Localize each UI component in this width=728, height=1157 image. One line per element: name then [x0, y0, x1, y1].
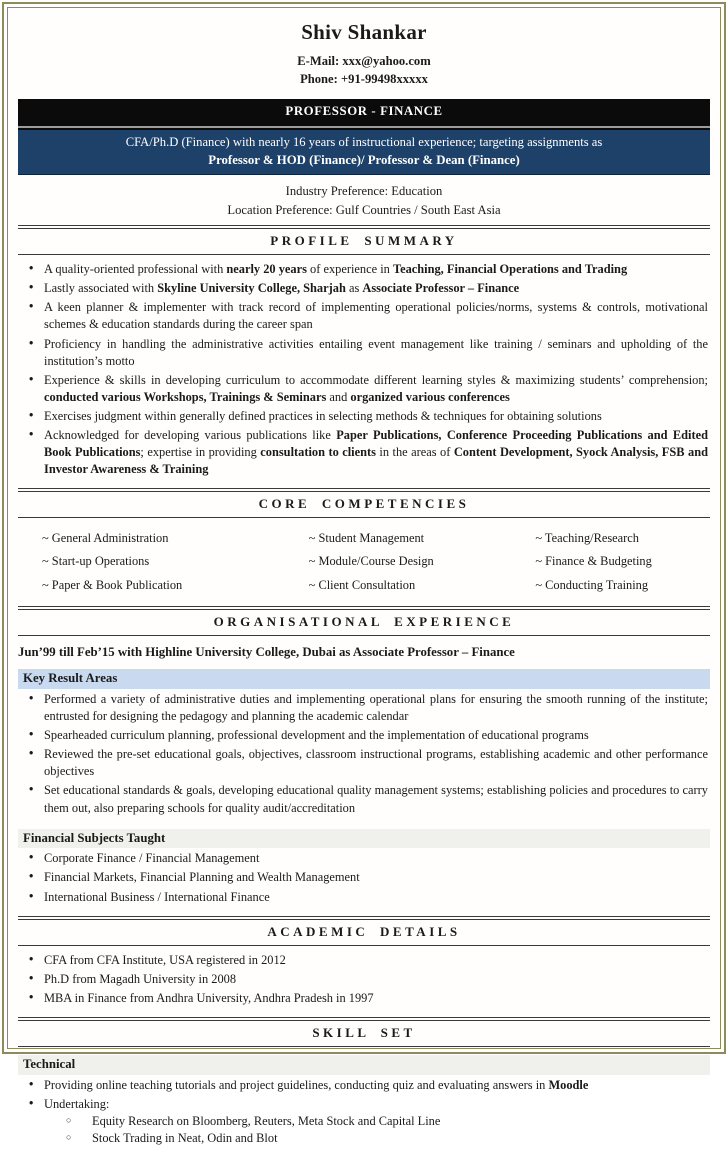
bullet-item: • Exercises judgment within generally defined practices in selecting methods & techniques for obtaining solutions [18, 408, 710, 425]
key-result-areas-list [18, 691, 710, 817]
profile-summary-list [18, 261, 710, 478]
bullet-item: • Spearheaded curriculum planning, professional development and the implementation of educational programs [18, 727, 710, 744]
bullet-item: • Reviewed the pre-set educational goals, objectives, classroom instructional programs, establishing academic and other performance objectives [18, 746, 710, 780]
target-line-1: CFA/Ph.D (Finance) with nearly 16 years of instructional experience; targeting assignments as [125, 135, 603, 150]
bullet-item: • Lastly associated with Skyline University College, Sharjah as Associate Professor – Finance [18, 280, 710, 297]
organisational-experience-section [18, 636, 710, 917]
technical-heading: Technical [18, 1055, 710, 1075]
profile-summary-section [18, 255, 710, 489]
section-heading-core-competencies: CORE COMPETENCIES [18, 491, 710, 518]
bullet-item: • International Business / International Finance [18, 889, 710, 906]
technical-skills-list [18, 1077, 710, 1147]
header-section [18, 18, 710, 226]
bullet-item: • Set educational standards & goals, developing educational quality management systems; establishing policies and procedures to carry them out, also preparing schools for quality audit/accreditation [18, 782, 710, 816]
bullet-item: • CFA from CFA Institute, USA registered in 2012 [18, 952, 710, 969]
academic-details-section [18, 946, 710, 1018]
bullet-item: • Acknowledged for developing various publications like Paper Publications, Conference Proceeding Publications and Edited Book Publications; expertise in providing consultation to clients in the areas of Content Development, Syock Analysis, FSB and Investor Awareness & Training [18, 427, 710, 478]
key-result-areas-heading: Key Result Areas [18, 669, 710, 689]
competency-column [249, 530, 480, 593]
bullet-item: • Performed a variety of administrative duties and implementing operational plans for ensuring the smooth running of the institute; entrusted for designing the pedagogy and planning the academic calendar [18, 691, 710, 725]
bullet-item: • Experience & skills in developing curriculum to accommodate different learning styles & maximizing students’ comprehension; conducted various Workshops, Trainings & Seminars and organized various conferences [18, 372, 710, 406]
bullet-item: • MBA in Finance from Andhra University, Andhra Pradesh in 1997 [18, 990, 710, 1007]
email-line: E-Mail: xxx@yahoo.com [297, 53, 431, 68]
competency-column [479, 530, 710, 593]
competency-item: ~ Start-up Operations [42, 554, 150, 569]
section-heading-academic-details: ACADEMIC DETAILS [18, 919, 710, 946]
core-competencies-section [18, 518, 710, 606]
target-banner [18, 130, 710, 175]
bullet-item: • Corporate Finance / Financial Management [18, 850, 710, 867]
sub-bullet-item: ○ Stock Trading in Neat, Odin and Blot [44, 1130, 708, 1147]
competency-item: ~ Conducting Training [535, 577, 649, 592]
resume-content [9, 9, 719, 1145]
competencies-grid [18, 524, 710, 597]
separator-silver-line [18, 126, 710, 128]
skill-set-section [18, 1047, 710, 1157]
industry-preference: Industry Preference: Education [285, 184, 443, 199]
competency-item: ~ Student Management [308, 531, 425, 546]
competency-item: ~ Paper & Book Publication [42, 577, 183, 592]
bullet-item: • A quality-oriented professional with nearly 20 years of experience in Teaching, Financial Operations and Trading [18, 261, 710, 278]
section-heading-organisational-experience: ORGANISATIONAL EXPERIENCE [18, 609, 710, 636]
tenure-line: Jun’99 till Feb’15 with Highline University College, Dubai as Associate Professor – Finance [18, 644, 515, 659]
bullet-item: • Ph.D from Magadh University in 2008 [18, 971, 710, 988]
sub-bullet-list [44, 1113, 708, 1147]
subjects-taught-list [18, 850, 710, 905]
competency-item: ~ Module/Course Design [308, 554, 434, 569]
competency-item: ~ Client Consultation [308, 577, 416, 592]
sub-bullet-item: ○ Equity Research on Bloomberg, Reuters, Meta Stock and Capital Line [44, 1113, 708, 1130]
subjects-taught-heading: Financial Subjects Taught [18, 829, 710, 849]
bullet-item: • Proficiency in handling the administrative activities entailing event management like training / seminars and upholding of the institution’s motto [18, 336, 710, 370]
candidate-name: Shiv Shankar [301, 20, 427, 44]
phone-line: Phone: +91-99498xxxxx [300, 72, 428, 87]
role-banner: PROFESSOR - FINANCE [18, 99, 710, 125]
competency-column [18, 530, 249, 593]
academic-details-list [18, 952, 710, 1007]
bullet-item: • Providing online teaching tutorials and project guidelines, conducting quiz and evaluating answers in Moodle [18, 1077, 710, 1094]
target-line-2: Professor & HOD (Finance)/ Professor & Dean (Finance) [208, 152, 520, 167]
competency-item: ~ Teaching/Research [535, 531, 639, 546]
competency-item: ~ Finance & Budgeting [535, 554, 652, 569]
bullet-item: • A keen planner & implementer with track record of implementing operational policies/norms, systems & controls, motivational schemes & education standards during the career span [18, 299, 710, 333]
banner-separator [18, 124, 710, 130]
location-preference: Location Preference: Gulf Countries / South East Asia [227, 202, 501, 217]
bullet-item: • Financial Markets, Financial Planning and Wealth Management [18, 869, 710, 886]
section-heading-profile-summary: PROFILE SUMMARY [18, 228, 710, 255]
preferences-block [18, 183, 710, 219]
competency-item: ~ General Administration [42, 531, 169, 546]
bullet-item: • Undertaking: ○ Equity Research on Bloomberg, Reuters, Meta Stock and Capital Line ○ Stock Trading in Neat, Odin and Blot [18, 1096, 710, 1147]
section-heading-skill-set: SKILL SET [18, 1020, 710, 1047]
